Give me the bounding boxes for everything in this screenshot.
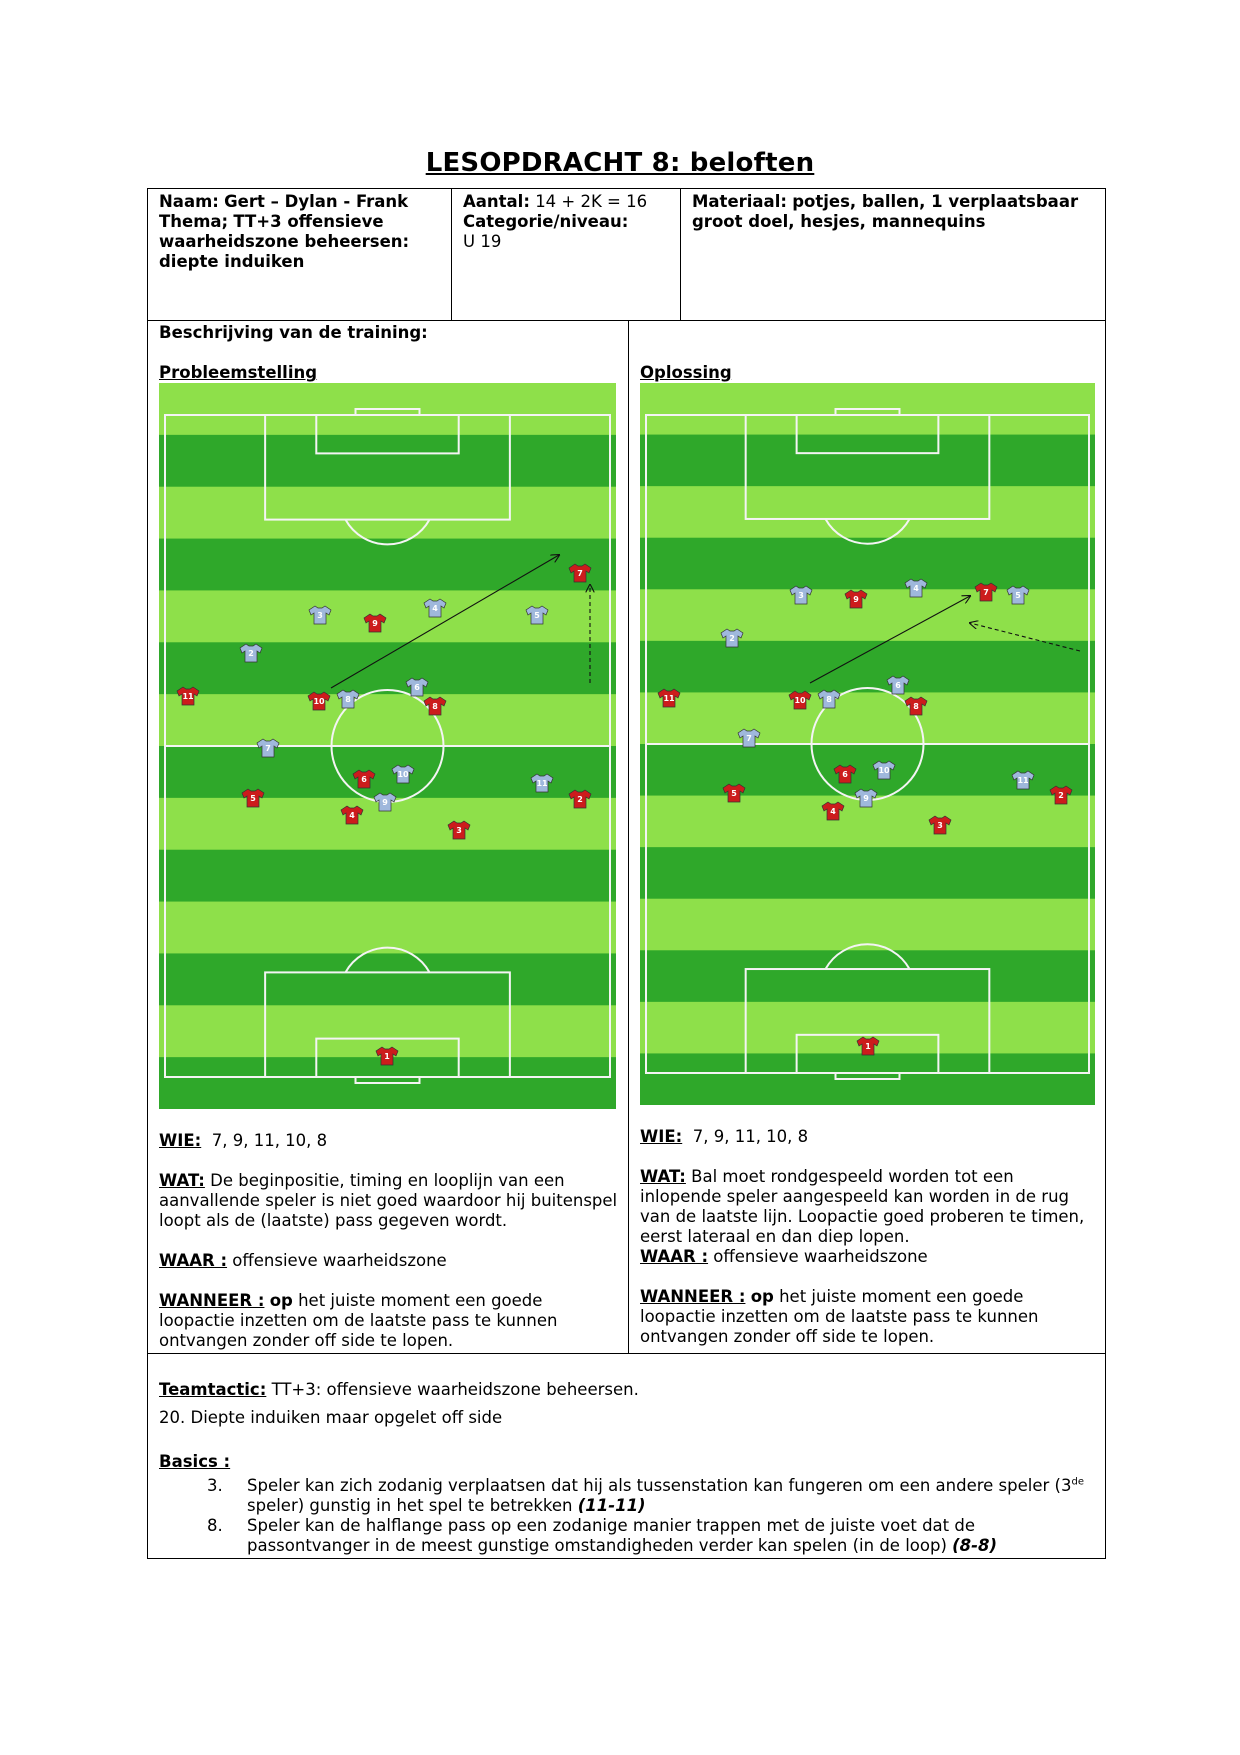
grass-stripe [159, 642, 616, 694]
description-heading: Beschrijving van de training: [159, 323, 428, 342]
wanneer-label: WANNEER : [640, 1287, 746, 1306]
col-divider-2 [680, 188, 681, 320]
grass-stripe [640, 486, 1095, 538]
shirt-number: 5 [1015, 591, 1021, 600]
grass-stripe [159, 487, 616, 539]
shirt-number: 10 [313, 697, 325, 706]
shirt-number: 6 [361, 775, 367, 784]
basics-item-num: 8. [207, 1516, 223, 1535]
left-waar [159, 1251, 619, 1271]
shirt-number: 4 [432, 604, 438, 613]
basics-item-sup: de [1071, 1476, 1084, 1488]
shirt-number: 11 [1017, 776, 1029, 785]
materiaal-cell [692, 192, 1097, 232]
grass-stripe [640, 899, 1095, 951]
shirt-number: 11 [536, 779, 548, 788]
shirt-number: 1 [384, 1052, 390, 1061]
col-divider-1 [451, 188, 452, 320]
grass-stripe [159, 539, 616, 591]
shirt-number: 9 [853, 595, 859, 604]
pitch-diagram-right [640, 383, 1095, 1105]
wanneer-value: het juiste moment een goede loopactie inzetten om de laatste pass te kunnen ontvangen zonder off side te lopen. [640, 1287, 1039, 1346]
shirt-number: 10 [878, 766, 890, 775]
grass-stripe [640, 435, 1095, 487]
right-wie [640, 1127, 1100, 1147]
wanneer-value: het juiste moment een goede loopactie inzetten om de laatste pass te kunnen ontvangen zonder off side te lopen. [159, 1291, 558, 1350]
naam-cell [159, 192, 444, 272]
waar-value: offensieve waarheidszone [232, 1251, 447, 1270]
basics-item [159, 1476, 1099, 1516]
waar-label: WAAR : [159, 1251, 228, 1270]
basics-item-text: Speler kan zich zodanig verplaatsen dat hij als tussenstation kan fungeren om een andere speler (3 [247, 1476, 1072, 1495]
grass-stripe [159, 850, 616, 902]
grass-stripe [159, 435, 616, 487]
shirt-number: 3 [317, 611, 323, 620]
aantal-value: 14 + 2K = 16 [535, 192, 648, 211]
shirt-number: 11 [663, 694, 675, 703]
shirt-number: 7 [746, 734, 752, 743]
left-wie [159, 1131, 619, 1151]
right-waar [640, 1247, 1100, 1267]
wanneer-label: WANNEER : [159, 1291, 265, 1310]
grass-stripe [640, 589, 1095, 641]
row-divider-2 [147, 1353, 1106, 1354]
right-wat [640, 1167, 1100, 1247]
shirt-number: 6 [414, 683, 420, 692]
grass-stripe [159, 694, 616, 746]
grass-stripe [159, 902, 616, 954]
left-wanneer [159, 1291, 619, 1351]
shirt-number: 2 [577, 795, 583, 804]
pitch-svg-left [159, 383, 616, 1109]
probleem-heading: Probleemstelling [159, 363, 318, 382]
teamtactic [159, 1380, 1089, 1400]
col-divider-mid [628, 320, 629, 1353]
shirt-number: 9 [382, 798, 388, 807]
shirt-number: 2 [1058, 791, 1064, 800]
shirt-number: 4 [830, 807, 836, 816]
shirt-number: 7 [265, 744, 271, 753]
materiaal-label: Materiaal: [692, 192, 787, 211]
grass-stripe [640, 847, 1095, 899]
wie-value: 7, 9, 11, 10, 8 [211, 1131, 328, 1150]
shirt-number: 1 [865, 1042, 871, 1051]
shirt-number: 7 [577, 569, 583, 578]
categorie-label: Categorie/niveau: [463, 212, 629, 231]
wat-label: WAT: [159, 1171, 205, 1190]
wat-label: WAT: [640, 1167, 686, 1186]
categorie-value: U 19 [463, 232, 502, 251]
basics-item-num: 3. [207, 1476, 223, 1495]
grass-stripe [159, 590, 616, 642]
shirt-number: 3 [937, 821, 943, 830]
shirt-number: 4 [913, 584, 919, 593]
wie-label: WIE: [159, 1131, 202, 1150]
waar-value: offensieve waarheidszone [713, 1247, 928, 1266]
basics-item-text-b: speler) gunstig in het spel te betrekken [247, 1496, 578, 1515]
pitch-diagram-left [159, 383, 616, 1109]
shirt-number: 11 [182, 692, 194, 701]
thema-value: TT+3 offensieve waarheidszone beheersen: diepte induiken [159, 212, 410, 271]
wanneer-op: op [750, 1287, 774, 1306]
shirt-number: 10 [794, 696, 806, 705]
shirt-number: 6 [842, 770, 848, 779]
thema-label: Thema; [159, 212, 229, 231]
oplossing-heading: Oplossing [640, 363, 732, 382]
shirt-number: 3 [798, 591, 804, 600]
naam-label: Naam: [159, 192, 219, 211]
wanneer-op: op [269, 1291, 293, 1310]
right-wanneer [640, 1287, 1100, 1347]
shirt-number: 9 [863, 794, 869, 803]
shirt-number: 9 [372, 619, 378, 628]
shirt-number: 8 [432, 702, 438, 711]
shirt-number: 8 [913, 702, 919, 711]
teamtactic-line2: 20. Diepte induiken maar opgelet off side [159, 1408, 503, 1427]
shirt-number: 2 [248, 649, 254, 658]
teamtactic-value: TT+3: offensieve waarheidszone beheersen. [271, 1380, 639, 1399]
materiaal-value: potjes, ballen, 1 verplaatsbaar groot doel, hesjes, mannequins [692, 192, 1079, 231]
aantal-cell [463, 192, 673, 252]
waar-label: WAAR : [640, 1247, 709, 1266]
wat-value: De beginpositie, timing en looplijn van een aanvallende speler is niet goed waardoor hij buitenspel loopt als de (laatste) pass gegeven wordt. [159, 1171, 618, 1230]
wat-value: Bal moet rondgespeeld worden tot een inlopende speler aangespeeld kan worden in de rug van de laatste lijn. Loopactie goed proberen te timen, eerst lateraal en dan diep lopen. [640, 1167, 1085, 1246]
grass-stripe [640, 641, 1095, 693]
shirt-number: 5 [731, 789, 737, 798]
grass-stripe [640, 692, 1095, 744]
shirt-number: 5 [534, 611, 540, 620]
left-wat [159, 1171, 619, 1231]
wie-value: 7, 9, 11, 10, 8 [692, 1127, 809, 1146]
basics-item-text: Speler kan de halflange pass op een zodanige manier trappen met de juiste voet dat de passontvanger in de meest gunstige omstandigheden verder kan spelen (in de loop) [247, 1516, 976, 1555]
grass-stripe [159, 953, 616, 1005]
shirt-number: 8 [345, 695, 351, 704]
row-divider-1 [147, 320, 1106, 321]
shirt-number: 7 [983, 588, 989, 597]
shirt-number: 3 [456, 826, 462, 835]
shirt-number: 4 [349, 811, 355, 820]
page-title: LESOPDRACHT 8: beloften [425, 148, 815, 178]
aantal-label: Aantal: [463, 192, 530, 211]
basics-label: Basics : [159, 1452, 231, 1471]
wie-label: WIE: [640, 1127, 683, 1146]
naam-value: Gert – Dylan - Frank [224, 192, 409, 211]
basics-item [159, 1516, 1099, 1556]
teamtactic-label: Teamtactic: [159, 1380, 267, 1399]
basics-list [159, 1476, 1099, 1556]
grass-stripe [640, 950, 1095, 1002]
pitch-svg-right [640, 383, 1095, 1105]
shirt-number: 10 [397, 770, 409, 779]
basics-item-ref: (11-11) [577, 1496, 646, 1515]
shirt-number: 5 [250, 794, 256, 803]
basics-item-ref: (8-8) [952, 1536, 998, 1555]
shirt-number: 6 [895, 681, 901, 690]
grass-stripe [640, 538, 1095, 590]
shirt-number: 8 [826, 695, 832, 704]
shirt-number: 2 [729, 634, 735, 643]
